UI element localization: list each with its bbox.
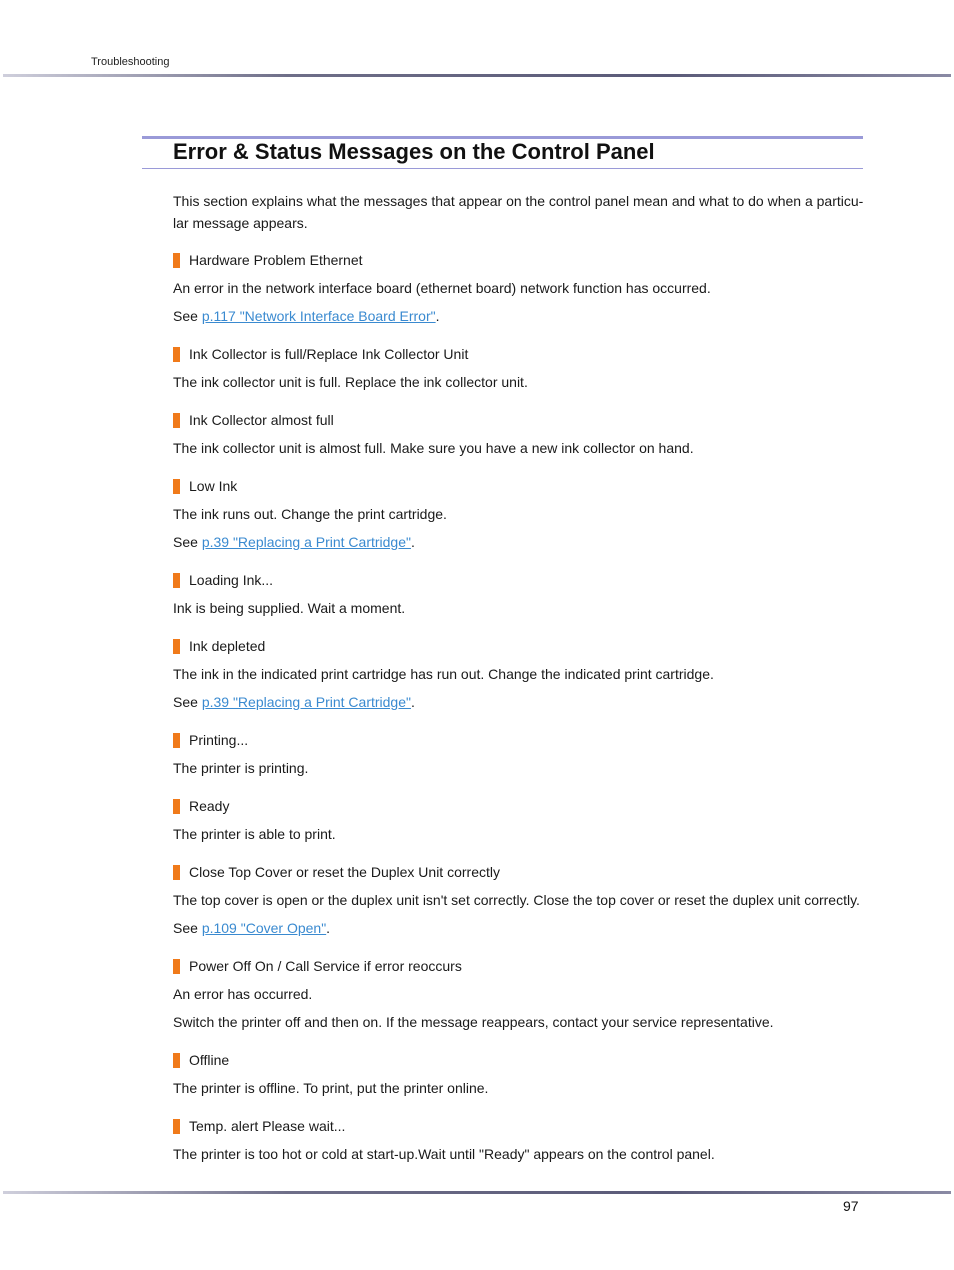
message-name: Ink Collector is full/Replace Ink Collector Unit [189, 346, 469, 362]
see-reference: See p.39 "Replacing a Print Cartridge". [173, 534, 415, 550]
message-name: Close Top Cover or reset the Duplex Unit correctly [189, 864, 500, 880]
intro-line-2: lar message appears. [173, 215, 308, 231]
intro-paragraph [173, 190, 865, 234]
message-description: The printer is printing. [173, 760, 309, 776]
section-title: Error & Status Messages on the Control Panel [173, 139, 655, 164]
message-description: The ink in the indicated print cartridge has run out. Change the indicated print cartridge. [173, 666, 714, 682]
bullet-marker-icon [173, 799, 180, 814]
message-entry-printing [173, 725, 865, 779]
bullet-marker-icon [173, 733, 180, 748]
bullet-marker-icon [173, 1119, 180, 1134]
message-heading [173, 951, 865, 977]
message-name: Low Ink [189, 478, 238, 494]
footer-rule [3, 1191, 951, 1194]
section-content [173, 190, 865, 1177]
message-entry-offline [173, 1045, 865, 1099]
message-entry-ink-collector-full [173, 339, 865, 393]
message-description: Ink is being supplied. Wait a moment. [173, 600, 406, 616]
message-description: The ink collector unit is full. Replace the ink collector unit. [173, 374, 528, 390]
message-heading [173, 1111, 865, 1137]
message-heading [173, 857, 865, 883]
message-name: Ink depleted [189, 638, 266, 654]
message-heading [173, 791, 865, 817]
bullet-marker-icon [173, 573, 180, 588]
message-name: Temp. alert Please wait... [189, 1118, 346, 1134]
message-entry-temp-alert [173, 1111, 865, 1165]
message-description: The printer is offline. To print, put the printer online. [173, 1080, 489, 1096]
message-heading [173, 471, 865, 497]
bullet-marker-icon [173, 959, 180, 974]
bullet-marker-icon [173, 1053, 180, 1068]
reference-link[interactable]: p.39 "Replacing a Print Cartridge" [201, 694, 411, 710]
bullet-marker-icon [173, 639, 180, 654]
message-name: Hardware Problem Ethernet [189, 252, 363, 268]
message-description: An error has occurred. [173, 986, 313, 1002]
message-description: The ink collector unit is almost full. Make sure you have a new ink collector on hand. [173, 440, 694, 456]
message-name: Offline [189, 1052, 230, 1068]
message-heading [173, 725, 865, 751]
see-reference: See p.109 "Cover Open". [173, 920, 331, 936]
bullet-marker-icon [173, 479, 180, 494]
message-heading [173, 339, 865, 365]
message-entry-low-ink [173, 471, 865, 553]
bullet-marker-icon [173, 413, 180, 428]
message-heading [173, 1045, 865, 1071]
message-heading [173, 245, 865, 271]
bullet-marker-icon [173, 347, 180, 362]
message-description: The ink runs out. Change the print cartridge. [173, 506, 447, 522]
message-name: Ink Collector almost full [189, 412, 334, 428]
message-name: Printing... [189, 732, 249, 748]
message-entry-hardware-problem-ethernet [173, 245, 865, 327]
reference-link[interactable]: p.117 "Network Interface Board Error" [201, 308, 436, 324]
message-description: The top cover is open or the duplex unit isn't set correctly. Close the top cover or reset the duplex unit correctly. [173, 892, 860, 908]
message-name: Loading Ink... [189, 572, 274, 588]
page-number: 97 [843, 1198, 859, 1214]
reference-link[interactable]: p.39 "Replacing a Print Cartridge" [201, 534, 411, 550]
message-entry-close-top-cover [173, 857, 865, 939]
reference-link[interactable]: p.109 "Cover Open" [201, 920, 327, 936]
header-rule [3, 74, 951, 77]
message-description: The printer is too hot or cold at start-up.Wait until "Ready" appears on the control panel. [173, 1146, 715, 1162]
bullet-marker-icon [173, 253, 180, 268]
see-reference: See p.117 "Network Interface Board Error". [173, 308, 440, 324]
message-name: Ready [189, 798, 230, 814]
bullet-marker-icon [173, 865, 180, 880]
message-entry-ink-collector-almost-full [173, 405, 865, 459]
see-reference: See p.39 "Replacing a Print Cartridge". [173, 694, 415, 710]
message-entry-ink-depleted [173, 631, 865, 713]
message-heading [173, 565, 865, 591]
message-entry-loading-ink [173, 565, 865, 619]
message-entry-power-off-on [173, 951, 865, 1033]
message-heading [173, 405, 865, 431]
intro-line-1: This section explains what the messages that appear on the control panel mean and what to do when a particu- [173, 193, 864, 209]
message-description: An error in the network interface board (ethernet board) network function has occurred. [173, 280, 711, 296]
message-instruction: Switch the printer off and then on. If the message reappears, contact your service representative. [173, 1014, 774, 1030]
message-heading [173, 631, 865, 657]
message-description: The printer is able to print. [173, 826, 336, 842]
running-header: Troubleshooting [91, 56, 170, 68]
message-entry-ready [173, 791, 865, 845]
message-name: Power Off On / Call Service if error reoccurs [189, 958, 462, 974]
